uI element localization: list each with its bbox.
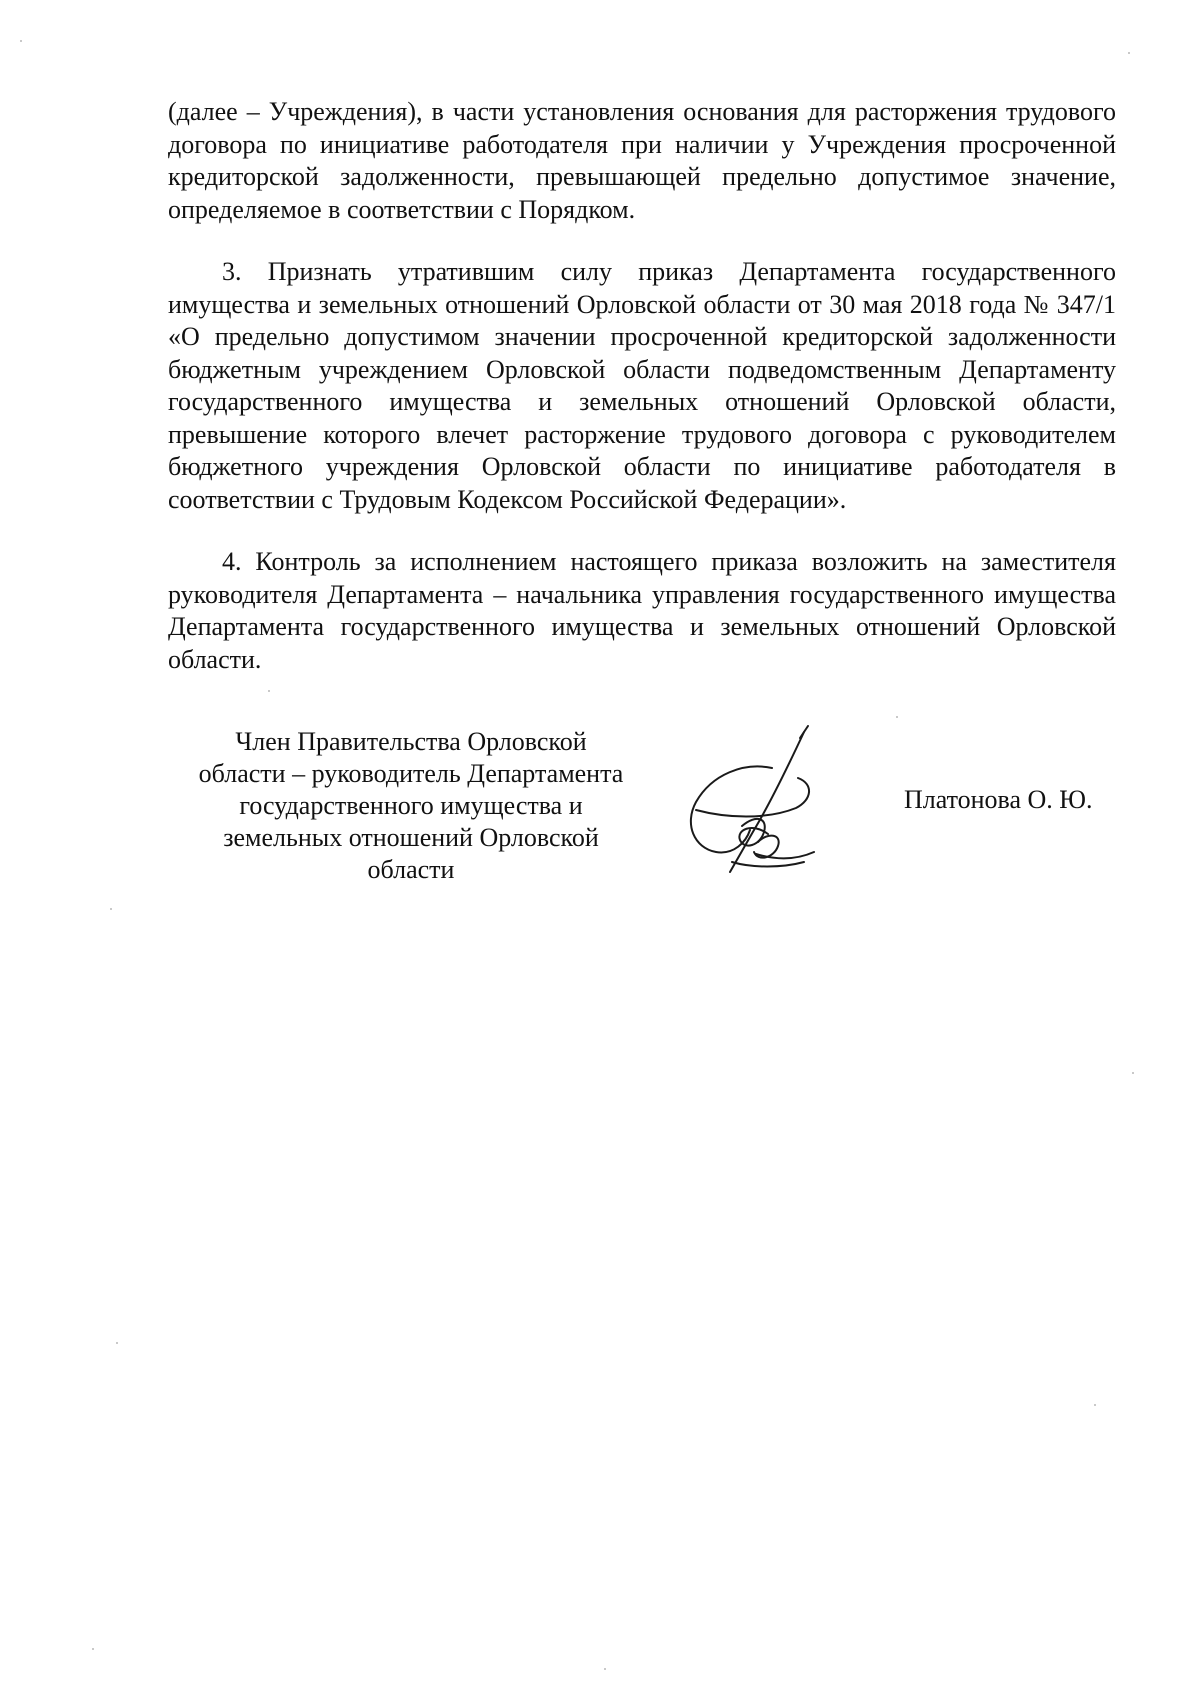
signer-name: Платонова О. Ю. — [904, 785, 1093, 814]
paragraph-item-3: 3. Признать утратившим силу приказ Департамента государственного имущества и земельных отношений Орловской области от 30 мая 2018 года № 347/1 «О предельно допустимом значении просроченной кредиторской задолженности бюджетным учреждением Орловской области подведомственным Департаменту государственного имущества и земельных отношений Орловской области, превышение которого влечет расторжение трудового договора с руководителем бюджетного учреждения Орловской области по инициативе работодателя в соответствии с Трудовым Кодексом Российской Федерации». — [168, 257, 1116, 514]
scan-speck — [20, 40, 22, 42]
scan-speck — [604, 1668, 606, 1670]
handwritten-signature-icon — [672, 722, 836, 886]
scan-speck — [92, 1648, 94, 1650]
signer-position — [168, 726, 654, 886]
signer-position-line: земельных отношений Орловской — [223, 823, 599, 852]
scan-speck — [896, 716, 898, 718]
signature-block — [0, 722, 1200, 902]
scan-speck — [110, 908, 112, 910]
signer-position-line: Член Правительства Орловской — [235, 727, 587, 756]
signer-position-line: области — [367, 855, 455, 884]
signer-position-line: государственного имущества и — [239, 791, 583, 820]
scan-speck — [268, 690, 270, 692]
scan-speck — [116, 1342, 118, 1344]
paragraph-continuation: (далее – Учреждения), в части установления основания для расторжения трудового договора по инициативе работодателя при наличии у Учреждения просроченной кредиторской задолженности, превышающей предельно допустимое значение, определяемое в соответствии с Порядком. — [168, 97, 1116, 224]
paragraph-item-4: 4. Контроль за исполнением настоящего приказа возложить на заместителя руководителя Департамента – начальника управления государственного имущества Департамента государственного имущества и земельных отношений Орловской области. — [168, 547, 1116, 674]
scan-speck — [1094, 1404, 1096, 1406]
scan-speck — [1128, 52, 1130, 54]
signer-position-line: области – руководитель Департамента — [198, 759, 624, 788]
document-body — [168, 96, 1116, 706]
scan-speck — [1132, 1072, 1134, 1074]
